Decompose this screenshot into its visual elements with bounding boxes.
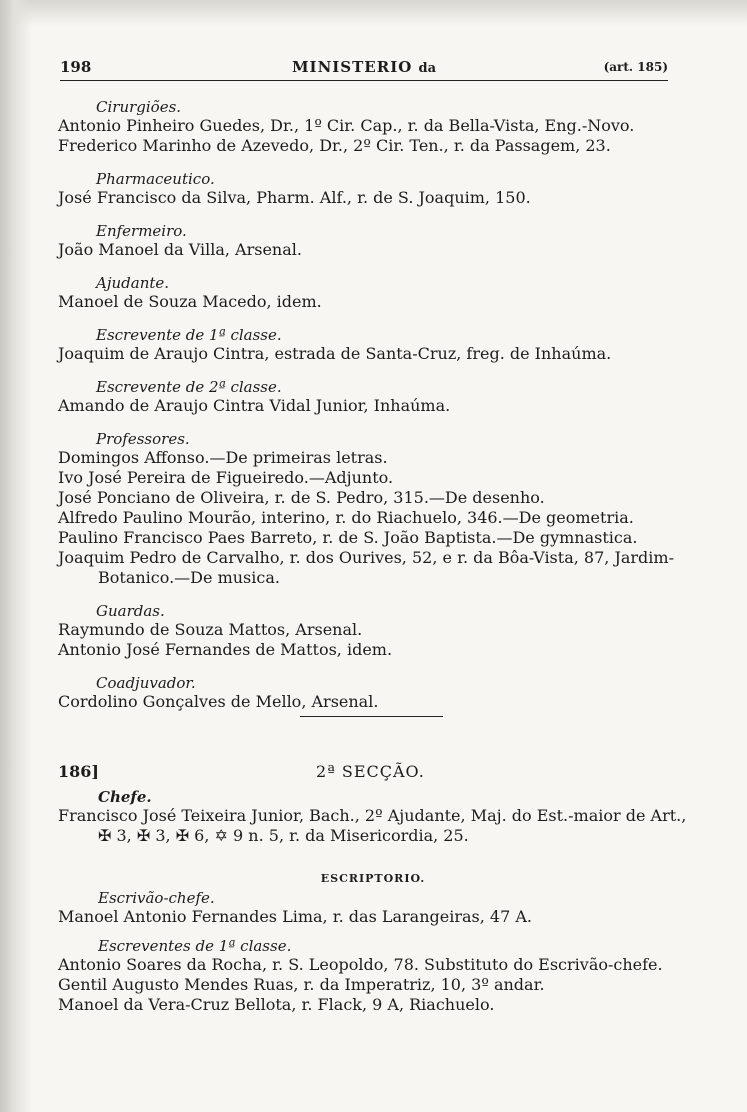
role-heading: Coadjuvador. [96,674,196,692]
group-ajudante [58,274,688,312]
group-pharmaceutico [58,170,688,208]
group-escreventes-1 [58,937,688,1015]
role-heading: Professores. [96,430,190,448]
list-item: Antonio Soares da Rocha, r. S. Leopoldo, 78. Substituto do Escrivão-chefe. [58,955,663,974]
article-reference: (art. 185) [603,60,668,74]
role-heading: Escrevente de 1ª classe. [96,326,282,344]
list-item: Joaquim de Araujo Cintra, estrada de Santa-Cruz, freg. de Inhaúma. [58,344,612,363]
group-professores [58,430,688,588]
list-item: Manoel Antonio Fernandes Lima, r. das Larangeiras, 47 A. [58,907,532,926]
list-item: Manoel de Souza Macedo, idem. [58,292,322,311]
section-title: 2ª SECÇÃO. [316,762,425,781]
running-title-small: da [418,61,437,76]
group-guardas [58,602,688,660]
list-item: Amando de Araujo Cintra Vidal Junior, Inhaúma. [58,396,451,415]
scan-shadow-top [0,0,747,26]
group-cirurgioes [58,98,688,156]
role-heading: Enfermeiro. [96,222,187,240]
list-item: João Manoel da Villa, Arsenal. [58,240,302,259]
scan-shadow-left [0,0,32,1112]
group-escrevente-2 [58,378,688,416]
group-escrevente-1 [58,326,688,364]
section-1-listing [58,98,688,712]
role-heading: Escrivão-chefe. [98,889,215,907]
list-item: Domingos Affonso.—De primeiras letras. [58,448,388,467]
list-item: Cordolino Gonçalves de Mello, Arsenal. [58,692,379,711]
role-heading: Escreventes de 1ª classe. [98,937,292,955]
list-item: Antonio Pinheiro Guedes, Dr., 1º Cir. Cap., r. da Bella-Vista, Eng.-Novo. [58,116,635,135]
list-item: Raymundo de Souza Mattos, Arsenal. [58,620,363,639]
list-item: José Ponciano de Oliveira, r. de S. Pedro, 315.—De desenho. [58,488,545,507]
list-item: Joaquim Pedro de Carvalho, r. dos Ourives, 52, e r. da Bôa-Vista, 87, Jardim-Botanico.—De musica. [58,548,674,587]
list-item: Alfredo Paulino Mourão, interino, r. do Riachuelo, 346.—De geometria. [58,508,634,527]
list-item: Manoel da Vera-Cruz Bellota, r. Flack, 9 A, Riachuelo. [58,995,495,1014]
section-2-listing [58,762,688,1015]
section-heading-row [58,762,688,788]
group-enfermeiro [58,222,688,260]
role-heading: Guardas. [96,602,165,620]
page-number: 198 [60,58,92,76]
group-escrivao-chefe [58,889,688,927]
list-item: Frederico Marinho de Azevedo, Dr., 2º Cir. Ten., r. da Passagem, 23. [58,136,611,155]
role-heading: Chefe. [98,788,152,806]
list-item: Ivo José Pereira de Figueiredo.—Adjunto. [58,468,394,487]
role-heading: Ajudante. [96,274,170,292]
list-item: Gentil Augusto Mendes Ruas, r. da Imperatriz, 10, 3º andar. [58,975,545,994]
page-header [60,58,668,81]
article-number: 186] [58,762,99,781]
role-heading: Cirurgiões. [96,98,182,116]
running-title-main: MINISTERIO [291,58,413,76]
list-item: Francisco José Teixeira Junior, Bach., 2º Ajudante, Maj. do Est.-maior de Art., ✠ 3, ✠ 3, ✠ 6, ✡ 9 n. 5, r. da Misericordia, 25. [58,806,687,845]
list-item: Antonio José Fernandes de Mattos, idem. [58,640,393,659]
running-title [60,58,668,76]
group-coadjuvador [58,674,688,712]
section-divider [300,716,443,717]
office-heading: ESCRIPTORIO. [320,872,426,885]
list-item: Paulino Francisco Paes Barreto, r. de S. João Baptista.—De gymnastica. [58,528,638,547]
role-heading: Pharmaceutico. [96,170,215,188]
role-heading: Escrevente de 2ª classe. [96,378,282,396]
list-item: José Francisco da Silva, Pharm. Alf., r. de S. Joaquim, 150. [58,188,531,207]
